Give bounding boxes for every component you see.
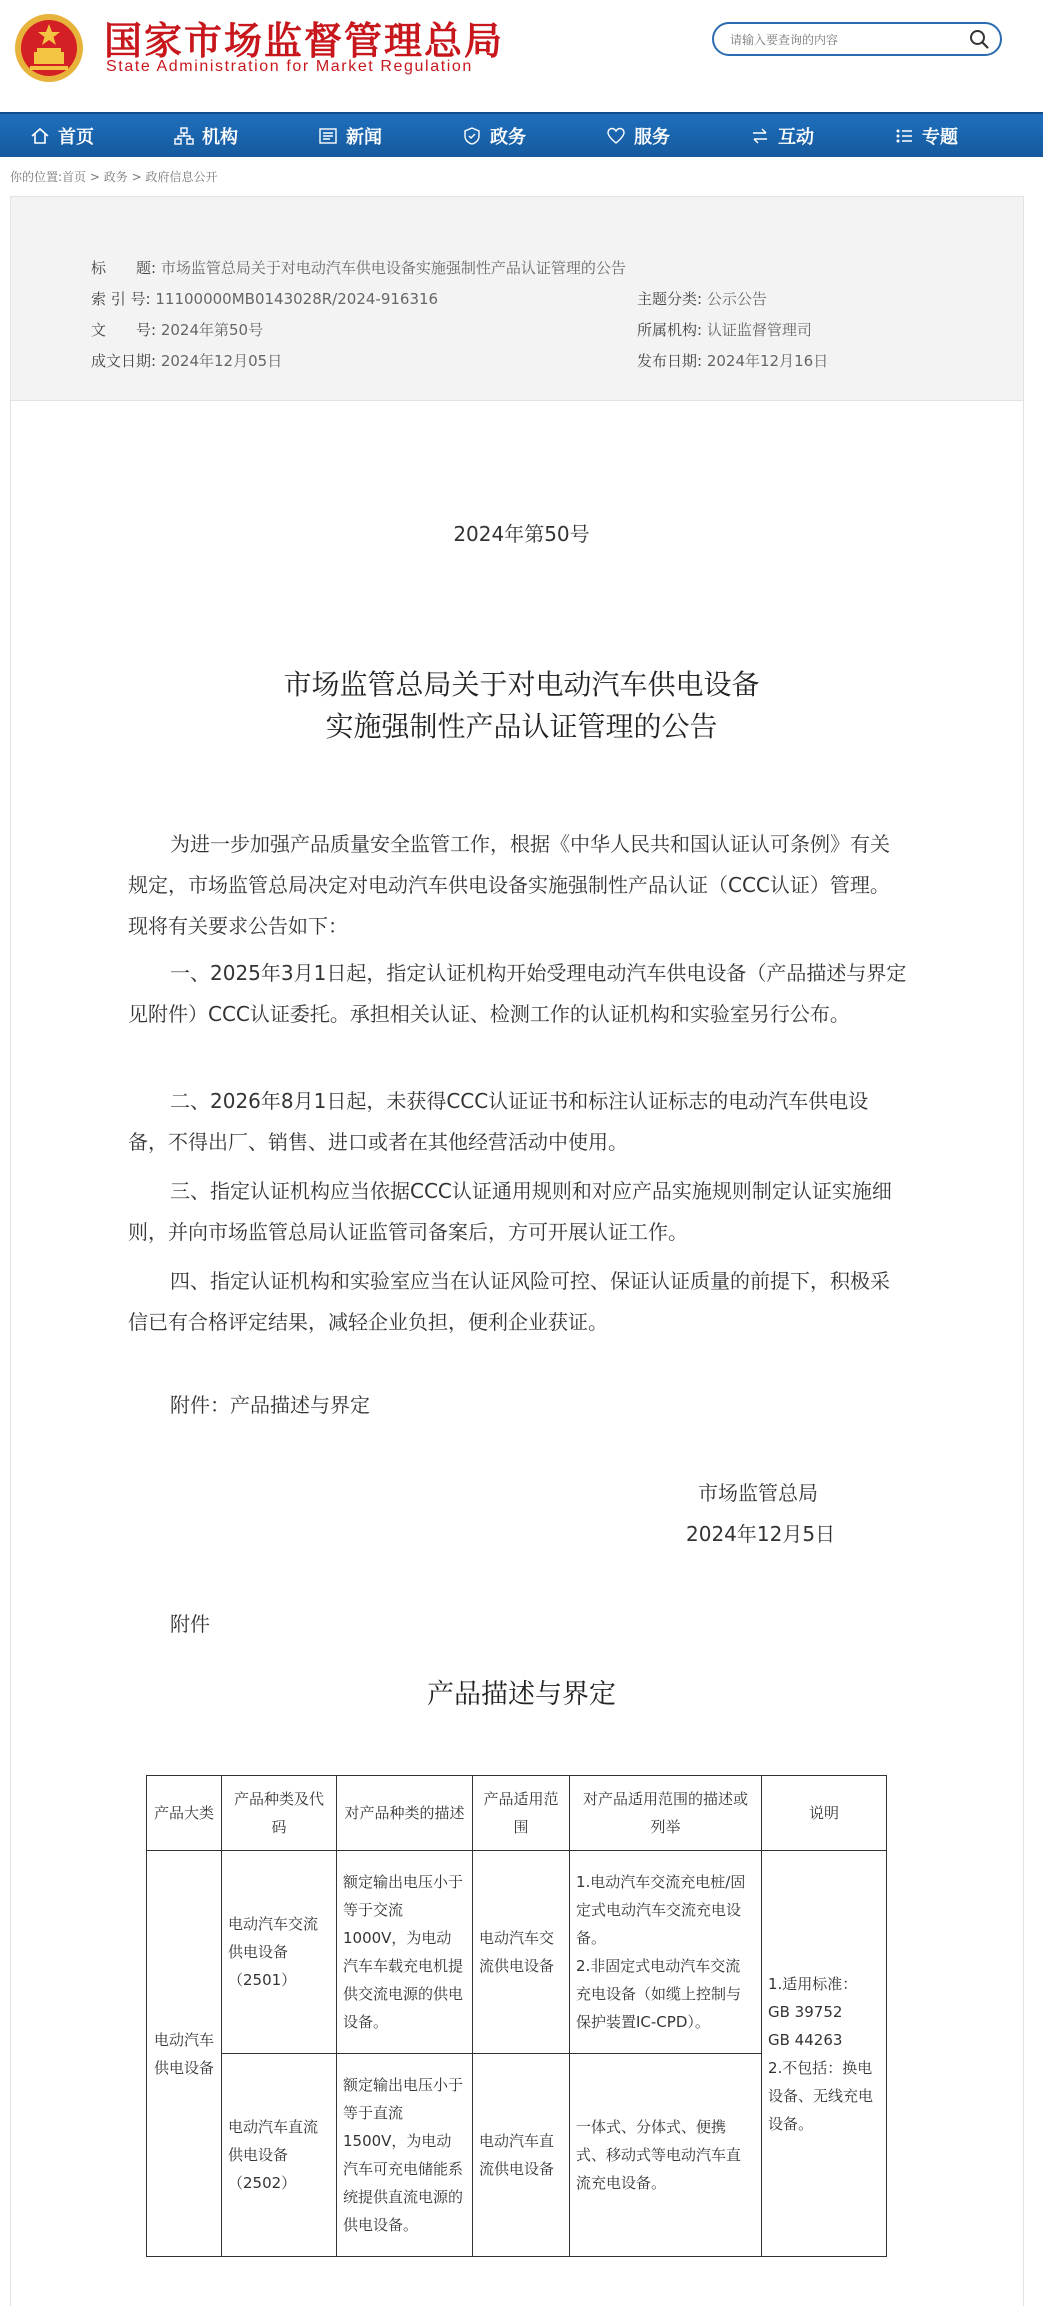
table-header: 对产品适用范围的描述或列举 bbox=[570, 1776, 762, 1851]
signature-org: 市场监管总局 bbox=[698, 1481, 818, 1505]
nav-label: 新闻 bbox=[346, 126, 382, 148]
document-title bbox=[0, 664, 1043, 748]
nav-label: 服务 bbox=[634, 126, 670, 148]
home-icon bbox=[30, 126, 50, 146]
info-created-row bbox=[91, 350, 282, 371]
table-header: 产品大类 bbox=[147, 1776, 222, 1851]
document-info-box bbox=[10, 196, 1024, 401]
info-published-row bbox=[637, 350, 828, 371]
table-cell-scope-desc: 1.电动汽车交流充电桩/固定式电动汽车交流充电设备。 2.非固定式电动汽车交流充电设备（如缆上控制与保护装置IC-CPD）。 bbox=[570, 1851, 762, 2054]
info-label: 主题分类: bbox=[637, 290, 703, 308]
search-input[interactable] bbox=[728, 29, 962, 51]
info-agency-row bbox=[637, 319, 812, 340]
info-topic-row bbox=[637, 288, 767, 309]
attachment-title: 产品描述与界定 bbox=[427, 1679, 616, 1710]
body-paragraph: 四、指定认证机构和实验室应当在认证风险可控、保证认证质量的前提下，积极采信已有合格评定结果，减轻企业负担，便利企业获证。 bbox=[128, 1269, 890, 1334]
shield-icon bbox=[462, 126, 482, 146]
body-paragraph: 三、指定认证机构应当依据CCC认证通用规则和对应产品实施规则制定认证实施细则，并向市场监管总局认证监管司备案后，方可开展认证工作。 bbox=[128, 1179, 892, 1244]
body-paragraph: 一、2025年3月1日起，指定认证机构开始受理电动汽车供电设备（产品描述与界定见附件）CCC认证委托。承担相关认证、检测工作的认证机构和实验室另行公布。 bbox=[128, 961, 907, 1026]
attachment-note[interactable]: 附件：产品描述与界定 bbox=[170, 1393, 370, 1417]
nav-label: 政务 bbox=[490, 126, 526, 148]
search-icon[interactable] bbox=[968, 28, 990, 50]
table-cell-desc: 额定输出电压小于等于直流1500V，为电动汽车可充电储能系统提供直流电源的供电设备。 bbox=[337, 2054, 473, 2257]
info-label: 成文日期: bbox=[91, 352, 157, 370]
info-value: 11100000MB0143028R/2024-916316 bbox=[155, 290, 439, 308]
org-chart-icon bbox=[174, 126, 194, 146]
exchange-icon bbox=[750, 126, 770, 146]
nav-item-home[interactable] bbox=[30, 114, 94, 157]
breadcrumb-item-affairs[interactable]: 政务 bbox=[103, 170, 128, 184]
list-icon bbox=[894, 126, 914, 146]
table-header-row bbox=[147, 1776, 887, 1851]
table-cell-scope: 电动汽车直流供电设备 bbox=[473, 2054, 570, 2257]
table-cell-note: 1.适用标准： GB 39752 GB 44263 2.不包括：换电设备、无线充电设备。 bbox=[762, 1851, 887, 2257]
table-header: 产品适用范围 bbox=[473, 1776, 570, 1851]
breadcrumb-separator: > bbox=[127, 170, 146, 184]
table-cell-type: 电动汽车直流供电设备（2502） bbox=[222, 2054, 337, 2257]
table-cell-category: 电动汽车供电设备 bbox=[147, 1851, 222, 2257]
info-value: 2024年12月05日 bbox=[160, 352, 283, 370]
nav-item-interact[interactable] bbox=[750, 114, 814, 157]
info-value: 2024年12月16日 bbox=[706, 352, 829, 370]
title-line: 市场监管总局关于对电动汽车供电设备 bbox=[283, 668, 760, 701]
main-nav bbox=[0, 112, 1043, 157]
site-name-en: State Administration for Market Regulation bbox=[106, 58, 473, 75]
breadcrumb-item-disclosure[interactable]: 政府信息公开 bbox=[145, 170, 218, 184]
site-name-cn: 国家市场监督管理总局 bbox=[104, 19, 505, 63]
table-cell-scope-desc: 一体式、分体式、便携式、移动式等电动汽车直流充电设备。 bbox=[570, 2054, 762, 2257]
body-paragraph: 二、2026年8月1日起，未获得CCC认证证书和标注认证标志的电动汽车供电设备，不得出厂、销售、进口或者在其他经营活动中使用。 bbox=[128, 1089, 869, 1154]
info-label: 索 引 号: bbox=[91, 290, 151, 308]
nav-item-news[interactable] bbox=[318, 114, 382, 157]
table-header: 产品种类及代码 bbox=[222, 1776, 337, 1851]
breadcrumb bbox=[10, 168, 217, 185]
heart-icon bbox=[606, 126, 626, 146]
national-emblem-icon bbox=[12, 8, 86, 88]
nav-item-org[interactable] bbox=[174, 114, 238, 157]
info-title-row bbox=[91, 257, 626, 278]
title-line: 实施强制性产品认证管理的公告 bbox=[325, 710, 718, 743]
body-paragraph: 为进一步加强产品质量安全监管工作，根据《中华人民共和国认证认可条例》有关规定，市场监管总局决定对电动汽车供电设备实施强制性产品认证（CCC认证）管理。现将有关要求公告如下： bbox=[128, 832, 890, 938]
info-value: 公示公告 bbox=[706, 290, 767, 308]
product-table bbox=[146, 1775, 887, 2257]
news-icon bbox=[318, 126, 338, 146]
nav-label: 专题 bbox=[922, 126, 958, 148]
info-value: 市场监管总局关于对电动汽车供电设备实施强制性产品认证管理的公告 bbox=[160, 259, 626, 277]
signature-date: 2024年12月5日 bbox=[686, 1522, 836, 1546]
table-header: 对产品种类的描述 bbox=[337, 1776, 473, 1851]
attachment-label: 附件 bbox=[170, 1612, 210, 1636]
table-cell-type: 电动汽车交流供电设备（2501） bbox=[222, 1851, 337, 2054]
info-docnum-row bbox=[91, 319, 263, 340]
nav-label: 互动 bbox=[778, 126, 814, 148]
breadcrumb-home[interactable]: 你的位置:首页 bbox=[10, 170, 87, 184]
search-box bbox=[712, 22, 1002, 56]
breadcrumb-separator: > bbox=[86, 170, 104, 184]
nav-label: 机构 bbox=[202, 126, 238, 148]
nav-item-topics[interactable] bbox=[894, 114, 958, 157]
info-label: 发布日期: bbox=[637, 352, 703, 370]
table-cell-scope: 电动汽车交流供电设备 bbox=[473, 1851, 570, 2054]
document-number: 2024年第50号 bbox=[453, 522, 590, 546]
info-label: 文 号: bbox=[91, 321, 157, 339]
site-header bbox=[0, 0, 1043, 112]
nav-item-service[interactable] bbox=[606, 114, 670, 157]
info-value: 2024年第50号 bbox=[160, 321, 264, 339]
nav-item-affairs[interactable] bbox=[462, 114, 526, 157]
info-label: 标 题: bbox=[91, 259, 157, 277]
info-index-row bbox=[91, 288, 438, 309]
info-value: 认证监督管理司 bbox=[706, 321, 812, 339]
table-row bbox=[147, 1851, 887, 2054]
table-header: 说明 bbox=[762, 1776, 887, 1851]
nav-label: 首页 bbox=[58, 126, 94, 148]
table-cell-desc: 额定输出电压小于等于交流1000V，为电动汽车车载充电机提供交流电源的供电设备。 bbox=[337, 1851, 473, 2054]
info-label: 所属机构: bbox=[637, 321, 703, 339]
